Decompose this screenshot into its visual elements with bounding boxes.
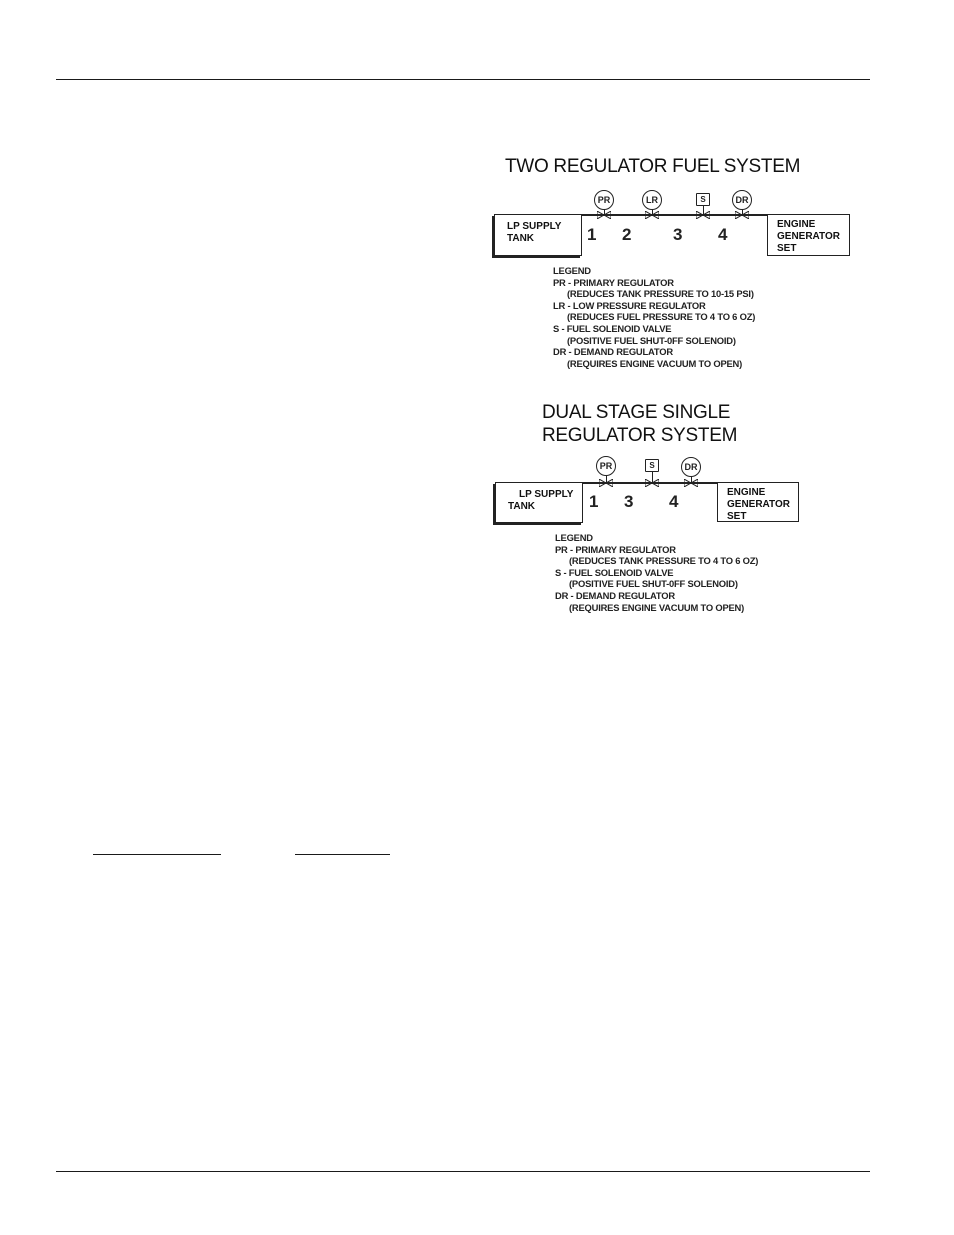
lp-supply-tank-box [494,214,582,256]
blank-line [93,854,221,855]
legend-note: (POSITIVE FUEL SHUT-0FF SOLENOID) [569,578,738,590]
valve-icon [645,479,659,487]
legend-note: (REQUIRES ENGINE VACUUM TO OPEN) [569,601,745,613]
stage-number: 2 [622,225,632,244]
box-label: TANK [508,501,536,512]
legend-term: S - FUEL SOLENOID VALVE [555,566,674,578]
box-label: LP SUPPLY [519,489,574,500]
legend-term: DR - DEMAND REGULATOR [555,589,675,601]
legend-term: DR - DEMAND REGULATOR [553,346,673,358]
header-rule [56,79,870,80]
legend-term: PR - PRIMARY REGULATOR [555,543,676,555]
stage-number: 3 [673,225,683,244]
diagram-title: REGULATOR SYSTEM [542,425,738,446]
legend-note: (REQUIRES ENGINE VACUUM TO OPEN) [567,357,743,369]
blank-line [295,854,390,855]
valve-icon [684,479,698,487]
primary-regulator-symbol: PR [594,190,614,210]
box-label: ENGINE [777,219,816,230]
fuel-solenoid-symbol: S [645,459,659,472]
valve-icon [597,211,611,219]
legend [555,532,758,613]
stage-number: 1 [587,225,597,244]
box-label: ENGINE [727,487,766,498]
lp-supply-tank-box [495,482,583,523]
valve-icon [696,211,710,219]
legend-note: (REDUCES TANK PRESSURE TO 10-15 PSI) [567,288,754,300]
box-label: GENERATOR [777,231,840,242]
stage-number: 4 [718,225,728,244]
legend-note: (REDUCES FUEL PRESSURE TO 4 TO 6 OZ) [567,311,756,323]
box-label: SET [727,511,747,522]
footer-rule [56,1171,870,1172]
legend-term: S - FUEL SOLENOID VALVE [553,322,672,334]
engine-generator-set-box [767,214,850,256]
demand-regulator-symbol: DR [732,190,752,210]
box-label: TANK [507,233,535,244]
stage-number: 4 [669,492,679,511]
legend-note: (POSITIVE FUEL SHUT-0FF SOLENOID) [567,334,736,346]
legend-term: PR - PRIMARY REGULATOR [553,276,674,288]
legend-note: (REDUCES TANK PRESSURE TO 4 TO 6 OZ) [569,555,759,567]
valve-icon [735,211,749,219]
diagram-title: TWO REGULATOR FUEL SYSTEM [505,156,801,177]
low-pressure-regulator-symbol: LR [642,190,662,210]
demand-regulator-symbol: DR [681,457,701,477]
diagram-title: DUAL STAGE SINGLE [542,402,731,423]
legend-heading: LEGEND [553,265,591,276]
stage-number: 3 [624,492,634,511]
engine-generator-set-box [717,482,799,522]
legend-heading: LEGEND [555,532,593,543]
fuel-solenoid-symbol: S [696,193,710,206]
legend [553,265,755,369]
primary-regulator-symbol: PR [596,456,616,476]
box-label: GENERATOR [727,499,790,510]
valve-icon [645,211,659,219]
valve-icon [599,479,613,487]
box-label: LP SUPPLY [507,221,562,232]
legend-term: LR - LOW PRESSURE REGULATOR [553,299,706,311]
box-label: SET [777,243,797,254]
stage-number: 1 [589,492,599,511]
